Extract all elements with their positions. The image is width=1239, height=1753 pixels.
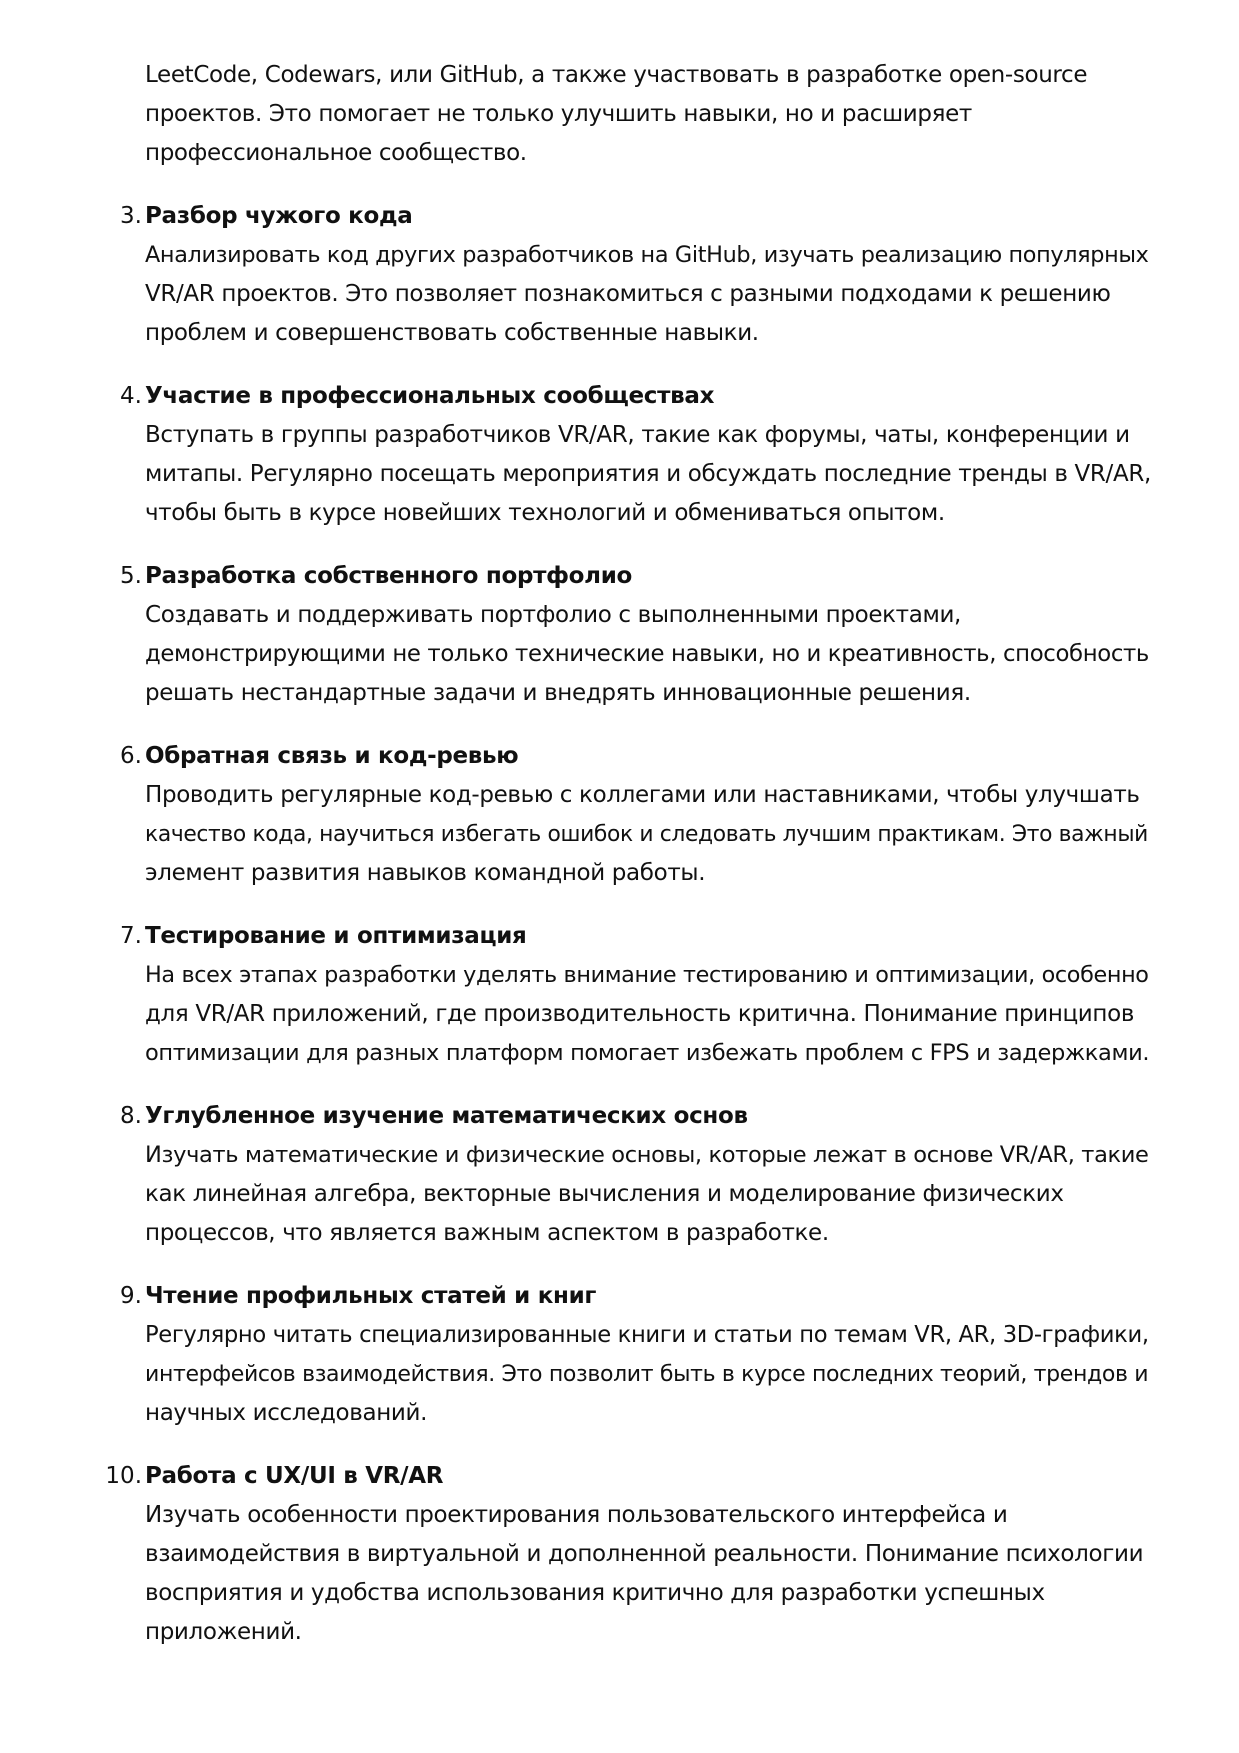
- document-page: [105, 56, 1155, 1652]
- list-item-line: процессов, что является важным аспектом в разработке.: [145, 1220, 829, 1246]
- list-number: 5.: [120, 563, 142, 589]
- intro-line: LeetCode, Codewars, или GitHub, а также участвовать в разработке open-source: [145, 62, 1088, 88]
- list-item-line: решать нестандартные задачи и внедрять инновационные решения.: [145, 680, 971, 706]
- list-item-line: научных исследований.: [145, 1400, 428, 1426]
- list-item-title: Работа с UX/UI в VR/AR: [145, 1463, 444, 1489]
- list-item-line: качество кода, научиться избегать ошибок и следовать лучшим практикам. Это важный: [145, 822, 1149, 847]
- list-item-line: Регулярно читать специализированные книги и статьи по темам VR, AR, 3D-графики,: [145, 1322, 1149, 1348]
- list-item-line: взаимодействия в виртуальной и дополненной реальности. Понимание психологии: [145, 1541, 1144, 1567]
- list-item-title: Тестирование и оптимизация: [145, 923, 527, 949]
- list-item-line: Проводить регулярные код-ревью с коллегами или наставниками, чтобы улучшать: [145, 782, 1140, 808]
- list-item-line: митапы. Регулярно посещать мероприятия и обсуждать последние тренды в VR/AR,: [145, 461, 1151, 487]
- list-item-line: Создавать и поддерживать портфолио с выполненными проектами,: [145, 602, 962, 628]
- list-item-line: приложений.: [145, 1619, 302, 1645]
- intro-line: профессиональное сообщество.: [145, 140, 527, 166]
- list-item-line: чтобы быть в курсе новейших технологий и обмениваться опытом.: [145, 500, 945, 526]
- list-item-10: [105, 1457, 1155, 1652]
- list-item-title: Обратная связь и код-ревью: [145, 743, 519, 769]
- list-item-5: [120, 557, 1155, 713]
- list-item-line: элемент развития навыков командной работы.: [145, 860, 706, 886]
- list-number: 9.: [120, 1283, 142, 1309]
- list-item-8: [120, 1097, 1155, 1253]
- list-item-6: [120, 737, 1155, 893]
- list-item-line: восприятия и удобства использования критично для разработки успешных: [145, 1580, 1045, 1606]
- list-item-line: Анализировать код других разработчиков на GitHub, изучать реализацию популярных: [145, 242, 1149, 268]
- list-item-title: Разработка собственного портфолио: [145, 563, 633, 589]
- list-item-title: Углубленное изучение математических основ: [145, 1103, 748, 1129]
- list-item-4: [120, 377, 1155, 533]
- list-number: 10.: [105, 1463, 142, 1489]
- list-item-title: Разбор чужого кода: [145, 203, 413, 229]
- list-item-line: Изучать математические и физические основы, которые лежат в основе VR/AR, такие: [145, 1142, 1149, 1168]
- list-item-line: интерфейсов взаимодействия. Это позволит быть в курсе последних теорий, трендов и: [145, 1362, 1149, 1387]
- list-item-line: проблем и совершенствовать собственные навыки.: [145, 320, 759, 346]
- list-item-line: Изучать особенности проектирования пользовательского интерфейса и: [145, 1502, 1008, 1528]
- list-number: 8.: [120, 1103, 142, 1129]
- list-number: 3.: [120, 203, 142, 229]
- list-item-line: как линейная алгебра, векторные вычисления и моделирование физических: [145, 1181, 1064, 1207]
- list-item-7: [120, 917, 1155, 1073]
- list-number: 6.: [120, 743, 142, 769]
- list-item-line: для VR/AR приложений, где производительность критична. Понимание принципов: [145, 1001, 1135, 1027]
- list-item-line: VR/AR проектов. Это позволяет познакомиться с разными подходами к решению: [145, 281, 1111, 307]
- list-item-line: демонстрирующими не только технические навыки, но и креативность, способность: [145, 641, 1149, 667]
- list-item-line: На всех этапах разработки уделять внимание тестированию и оптимизации, особенно: [145, 962, 1149, 988]
- intro-line: проектов. Это помогает не только улучшить навыки, но и расширяет: [145, 101, 972, 127]
- list-number: 7.: [120, 923, 142, 949]
- list-item-line: Вступать в группы разработчиков VR/AR, такие как форумы, чаты, конференции и: [145, 422, 1130, 448]
- list-item-title: Участие в профессиональных сообществах: [145, 383, 715, 409]
- list-number: 4.: [120, 383, 142, 409]
- list-item-title: Чтение профильных статей и книг: [145, 1283, 597, 1309]
- list-item-3: [120, 197, 1155, 353]
- list-item-line: оптимизации для разных платформ помогает избежать проблем с FPS и задержками.: [145, 1040, 1150, 1066]
- intro-paragraph: [145, 56, 1155, 173]
- list-item-9: [120, 1277, 1155, 1433]
